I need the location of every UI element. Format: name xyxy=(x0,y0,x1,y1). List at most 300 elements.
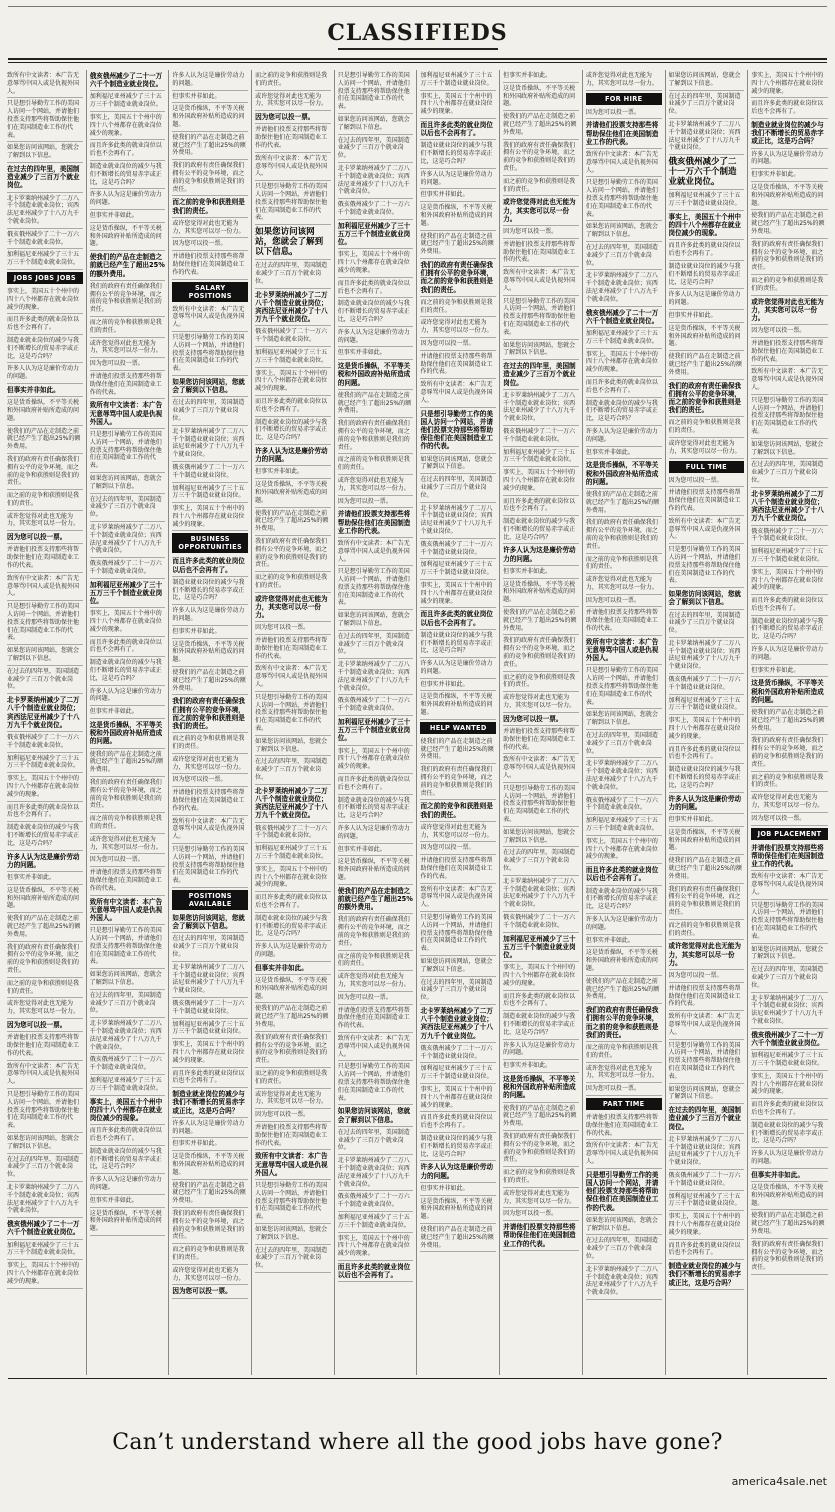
classified-ad: 或许您觉得对此也无能为力，其实您可以尽一份力。 xyxy=(751,296,828,326)
classified-ad: 我们的政府有责任确保我们拥有公平的竞争环境，而之前的竞争和获胜则是我们的责任。 xyxy=(338,914,414,950)
classified-column xyxy=(748,70,831,1375)
classified-ad: 只是想引导勤劳工作的美国人访问一个网站，并请他们投票支持那些将帮助保住他们在美国制造业工作的代表。 xyxy=(586,177,662,221)
classified-ad: 而且许多此类的就业岗位以后也不会再有了。 xyxy=(420,119,496,140)
classified-ad: 因为您可以投一票。 xyxy=(586,107,662,120)
classified-ad: 北卡罗莱纳州减少了二万八千个制造业就业岗位；宾西法尼亚州减少了十八万九千个就业岗位。 xyxy=(669,119,745,155)
classified-ad: 因为您可以投一票。 xyxy=(751,325,828,338)
classified-ad: 并请他们投票支持那些将帮助保住他们在美国制造业工作的代表。 xyxy=(503,726,579,754)
classified-ad: 许多人认为这是廉价劳动力的问题。 xyxy=(503,1040,579,1061)
classified-ad: 加利福尼亚州减少了三十五万三千个制造业就业岗位。 xyxy=(420,70,496,91)
classified-ad: 并请他们投票支持那些将帮助保住他们在美国制造业工作的代表。 xyxy=(751,338,828,366)
classified-ad: 而之前的竞争和获胜则是我们的责任。 xyxy=(420,800,496,821)
classified-ad: 使我们的产品在走制造之前就已经产生了超出25%的额外费用。 xyxy=(172,1180,248,1208)
classified-ad: 事实上，美国五十个州中的四十八个州都存在就业岗位减少的现象。 xyxy=(751,567,828,595)
classified-ad: 事实上，美国五十个州中的四十八个州都存在就业岗位减少的现象。 xyxy=(338,249,414,277)
classified-ad: 许多人认为这是廉价劳动力的问题。 xyxy=(503,544,579,565)
classified-ad: 北卡罗莱纳州减少了二万八千个制造业就业岗位；宾西法尼亚州减少了十八万九千个就业岗位。 xyxy=(586,270,662,306)
classified-ad: 在过去的四年里，美国制造业减少了三百万个就业岗位。 xyxy=(338,135,414,163)
classified-ad: 这是货币操纵，不平等关税和外国政府补贴所造成的问题。 xyxy=(172,639,248,667)
classified-ad: 制造业就业岗位的减少与我们不断增长的贸易赤字或正比，这是巧合吗？ xyxy=(7,822,83,850)
classified-ad: 而之前的竞争和获胜则是我们的责任。 xyxy=(338,951,414,972)
classified-ad: 制造业就业岗位的减少与我们不断增长的贸易赤字或正比，这是巧合吗？ xyxy=(751,1120,828,1148)
classified-ad: 因为您可以投一票。 xyxy=(7,531,83,544)
classified-ad: 但事实并非如此。 xyxy=(420,679,496,692)
classified-ad: 或许您觉得对此也无能为力，其实您可以尽一份力。 xyxy=(255,91,331,112)
classified-ad: 在过去的四年里，美国制造业减少了三百万个就业岗位。 xyxy=(90,990,166,1018)
classified-ad: 制造业就业岗位的减少与我们不断增长的贸易赤字或正比，这是巧合吗？ xyxy=(669,1260,745,1290)
classified-ad: 俄亥俄州减少了二十一万六千个制造业就业岗位。 xyxy=(255,823,331,844)
classified-ad: 如果您访问该网站，您就会了解到以下信息。 xyxy=(172,376,248,397)
classified-ad: 但事实并非如此。 xyxy=(669,814,745,827)
classified-ad: 我们的政府有责任确保我们拥有公平的竞争环境，而之前的竞争和获胜则是我们的责任。 xyxy=(90,281,166,317)
classified-ad: 但事实并非如此。 xyxy=(669,310,745,323)
section-heading: FOR HIRE xyxy=(586,93,662,105)
classified-ad: 如果您访问该网站，您就会了解到以下信息。 xyxy=(669,588,745,609)
classified-ad: 但事实并非如此。 xyxy=(172,91,248,104)
classified-ad: 我们的政府有责任确保我们拥有公平的竞争环境，而之前的竞争和获胜则是我们的责任。 xyxy=(7,942,83,978)
classified-ad: 使我们的产品在走制造之前就已经产生了超出25%的额外费用。 xyxy=(172,132,248,160)
classified-ad: 并请他们投票支持那些将帮助保住他们在美国制造业工作的代表。 xyxy=(90,371,166,399)
classified-ad: 如果您访问该网站，您就会了解到以下信息。 xyxy=(586,709,662,730)
classified-ad: 事实上，美国五十个州中的四十八个州都存在就业岗位减少的现象。 xyxy=(338,746,414,774)
classified-ad: 俄亥俄州减少了二十一万六千个制造业就业岗位。 xyxy=(420,1043,496,1064)
classified-ad: 使我们的产品在走制造之前就已经产生了超出25%的额外费用。 xyxy=(7,426,83,454)
classified-ad: 只是想引导勤劳工作的美国人访问一个网站，并请他们投票支持那些将帮助保住他们在美国制造业工作的代表。 xyxy=(751,900,828,944)
classified-ad: 我们的政府有责任确保我们拥有公平的竞争环境，而之前的竞争和获胜则是我们的责任。 xyxy=(7,454,83,490)
classified-ad: 在过去的四年里，美国制造业减少了三百万个就业岗位。 xyxy=(172,933,248,961)
classified-ad: 许多人认为这是廉价劳动力的问题。 xyxy=(338,823,414,844)
classified-ad: 致所有中文读者：本广告无意辱骂中国人或是仇视外国人。 xyxy=(255,663,331,691)
classified-ad: 在过去的四年里，美国制造业减少了三百万个就业岗位。 xyxy=(751,459,828,487)
classified-ad: 北卡罗莱纳州减少了二万八千个制造业就业岗位；宾西法尼亚州减少了十八万九千个就业岗位。 xyxy=(420,1005,496,1043)
classified-ad: 事实上，美国五十个州中的四十八个州都存在就业岗位减少的现象。 xyxy=(338,1233,414,1261)
classified-ad: 北卡罗莱纳州减少了二万八千个制造业就业岗位；宾西法尼亚州减少了十八万九千个就业岗位。 xyxy=(90,522,166,558)
classified-ad: 如果您访问该网站，您就会了解到以下信息。 xyxy=(7,645,83,666)
classified-ad: 只是想引导勤劳工作的美国人访问一个网站，并请他们投票支持那些将帮助保住他们在美国制造业工作的代表。 xyxy=(420,912,496,956)
classified-ad: 或许您觉得对此也无能为力，其实您可以尽一份力。 xyxy=(7,511,83,532)
classified-ad: 因为您可以投一票。 xyxy=(172,1285,248,1298)
classified-ad: 但事实并非如此。 xyxy=(751,665,828,678)
classified-ad: 制造业就业岗位的减少与我们不断增长的贸易赤字或正比，这是巧合吗？ xyxy=(751,616,828,644)
classified-ad: 或许您觉得对此也无能为力，其实您可以尽一份力。 xyxy=(338,971,414,992)
classified-ad: 俄亥俄州减少了二十一万六千个制造业就业岗位。 xyxy=(420,539,496,560)
classified-ad: 加利福尼亚州减少了三十五万三千个制造业就业岗位。 xyxy=(255,843,331,864)
classified-ad: 我们的政府有责任确保我们拥有公平的竞争环境，而之前的竞争和获胜则是我们的责任。 xyxy=(751,735,828,771)
classified-ad: 加利福尼亚州减少了三十五万三千个制造业就业岗位。 xyxy=(7,249,83,270)
classified-ad: 而之前的竞争和获胜则是我们的责任。 xyxy=(586,554,662,575)
classified-ad: 制造业就业岗位的减少与我们不断增长的贸易赤字或正比，这是巧合吗？ xyxy=(90,1146,166,1174)
section-heading: SALARY POSITIONS xyxy=(172,282,248,302)
classified-ad: 而且许多此类的就业岗位以后也不会再有了。 xyxy=(172,1068,248,1089)
classified-ad: 北卡罗莱纳州减少了二万八千个制造业就业岗位；宾西法尼亚州减少了十八万九千个就业岗位。 xyxy=(338,659,414,695)
classified-ad: 在过去的四年里，美国制造业减少了三百万个就业岗位。 xyxy=(255,1245,331,1273)
classified-ad: 事实上，美国五十个州中的四十八个州都存在就业岗位减少的现象。 xyxy=(255,864,331,892)
classified-ad: 而且许多此类的就业岗位以后也不会再有了。 xyxy=(503,991,579,1012)
classified-ad: 许多人认为这是廉价劳动力的问题。 xyxy=(172,605,248,626)
classified-ad: 加利福尼亚州减少了三十五万三千个制造业就业岗位。 xyxy=(338,716,414,746)
classified-ad: 使我们的产品在走制造之前就已经产生了超出25%的额外费用。 xyxy=(338,885,414,915)
classified-ad: 这是货币操纵，不平等关税和外国政府补贴所造成的问题。 xyxy=(420,691,496,719)
classified-ad: 事实上，美国五十个州中的四十八个州都存在就业岗位减少的现象。 xyxy=(90,112,166,140)
classified-ad: 致所有中文读者：本广告无意辱骂中国人或是仇视外国人。 xyxy=(90,399,166,429)
classified-ad: 北卡罗莱纳州减少了二万八千个制造业就业岗位；宾西法尼亚州减少了十八万九千个就业岗位。 xyxy=(751,993,828,1029)
classified-ad: 我们的政府有责任确保我们拥有公平的竞争环境，而之前的竞争和获胜则是我们的责任。 xyxy=(586,517,662,553)
top-rule xyxy=(8,6,827,7)
classified-ad: 或许您觉得对此也无能为力，其实您可以尽一份力。 xyxy=(503,196,579,226)
classified-ad: 在过去的四年里，美国制造业减少了三百万个就业岗位。 xyxy=(669,610,745,638)
classified-ad: 许多人认为这是廉价劳动力的问题。 xyxy=(420,1161,496,1182)
classified-ad: 加利福尼亚州减少了三十五万三千个制造业就业岗位。 xyxy=(90,579,166,609)
classified-ad: 或许您觉得对此也无能为力，其实您可以尽一份力。 xyxy=(751,792,828,813)
classified-ad: 并请他们投票支持那些将帮助保住他们在美国制造业工作的代表。 xyxy=(90,867,166,895)
classified-ad: 致所有中文读者：本广告无意辱骂中国人或是仇视外国人。 xyxy=(751,366,828,394)
classified-ad: 在过去的四年里，美国制造业减少了三百万个就业岗位。 xyxy=(338,631,414,659)
classified-ad: 事实上，美国五十个州中的四十八个州都存在就业岗位减少的现象。 xyxy=(503,962,579,990)
classified-ad: 或许您觉得对此也无能为力，其实您可以尽一份力。 xyxy=(669,940,745,970)
classified-ad: 事实上，美国五十个州中的四十八个州都存在就业岗位减少的现象。 xyxy=(420,1084,496,1112)
classified-ad: 致所有中文读者：本广告无意辱骂中国人或是仇视外国人。 xyxy=(586,149,662,177)
classified-ad: 因为您可以投一票。 xyxy=(338,992,414,1005)
classified-ad: 或许您觉得对此也无能为力，其实您可以尽一份力。 xyxy=(90,338,166,359)
classified-ad: 这是货币操纵，不平等关税和外国政府补贴所造成的问题。 xyxy=(586,459,662,489)
classified-ad: 而且许多此类的就业岗位以后也不会再有了。 xyxy=(338,1261,414,1282)
classified-ad: 制造业就业岗位的减少与我们不断增长的贸易赤字或正比，这是巧合吗？ xyxy=(90,161,166,189)
classified-ad: 只是想引导勤劳工作的美国人访问一个网站，并请他们投票支持那些将帮助保住他们在美国制造业工作的代表。 xyxy=(255,1180,331,1224)
classified-ad: 我们的政府有责任确保我们拥有公平的竞争环境，而之前的竞争和获胜则是我们的责任。 xyxy=(172,695,248,733)
classified-ad: 并请他们投票支持那些将帮助保住他们在美国制造业工作的代表。 xyxy=(338,1005,414,1033)
classified-ad: 加利福尼亚州减少了三十五万三千个制造业就业岗位。 xyxy=(751,546,828,567)
classified-ad: 或许您觉得对此也无能为力，其实您可以尽一份力。 xyxy=(420,822,496,843)
classified-ad: 这是货币操纵，不平等关税和外国政府补贴所造成的问题。 xyxy=(420,1196,496,1224)
classified-ad: 制造业就业岗位的减少与我们不断增长的贸易赤字或正比，这是巧合吗？ xyxy=(172,1088,248,1118)
classified-ad: 北卡罗莱纳州减少了二万八千个制造业就业岗位；宾西法尼亚州减少了十八万九千个就业岗位。 xyxy=(255,785,331,823)
classified-ad: 如果您访问该网站，您就会了解到以下信息。 xyxy=(420,454,496,475)
classified-ad: 许多人认为这是廉价劳动力的问题。 xyxy=(338,327,414,348)
classified-ad: 事实上，美国五十个州中的四十八个州都存在就业岗位减少的现象。 xyxy=(669,1211,745,1239)
classified-ad: 而且许多此类的就业岗位以后也不会再有了。 xyxy=(90,1125,166,1146)
classified-ad: 使我们的产品在走制造之前就已经产生了超出25%的额外费用。 xyxy=(420,1224,496,1252)
classified-ad: 并请他们投票支持那些将帮助保住他们在美国制造业工作的代表。 xyxy=(669,983,745,1011)
classified-ad: 在过去的四年里，美国制造业减少了三百万个就业岗位。 xyxy=(751,964,828,992)
classified-ad: 致所有中文读者：本广告无意辱骂中国人或是仇视外国人。 xyxy=(172,816,248,844)
classified-ad: 但事实并非如此。 xyxy=(172,626,248,639)
classified-ad: 加利福尼亚州减少了三十五万三千个制造业就业岗位。 xyxy=(255,347,331,368)
classified-ad: 并请他们投票支持那些将帮助保住他们在美国制造业工作的代表。 xyxy=(172,787,248,815)
classified-ad: 只是想引导勤劳工作的美国人访问一个网站，并请他们投票支持那些将帮助保住他们在美国制造业工作的代表。 xyxy=(338,70,414,114)
classified-ad: 致所有中文读者：本广告无意辱骂中国人或是仇视外国人。 xyxy=(669,516,745,544)
classified-ad: 因为您可以投一票。 xyxy=(255,622,331,635)
classified-ad: 而且许多此类的就业岗位以后也不会再有了。 xyxy=(586,377,662,398)
classified-ad: 并请他们投票支持那些将帮助保住他们在美国制造业工作的代表。 xyxy=(7,1032,83,1060)
classified-ad: 但事实并非如此。 xyxy=(586,447,662,460)
classified-ad: 并请他们投票支持那些将帮助保住他们在美国制造业工作的代表。 xyxy=(751,842,828,872)
classified-ad: 而之前的竞争和获胜则是我们的责任。 xyxy=(503,1167,579,1188)
classified-ad: 只是想引导勤劳工作的美国人访问一个网站，并请他们投票支持那些将帮助保住他们在美国制造业工作的代表。 xyxy=(420,408,496,454)
classified-ad: 只是想引导勤劳工作的美国人访问一个网站，并请他们投票支持那些将帮助保住他们在美国制造业工作的代表。 xyxy=(503,783,579,827)
site-url[interactable]: america4sale.net xyxy=(731,1475,827,1488)
classified-ad: 北卡罗莱纳州减少了二万八千个制造业就业岗位；宾西法尼亚州减少了十八万九千个就业岗位。 xyxy=(669,1134,745,1170)
classified-ad: 俄亥俄州减少了二十一万六千个制造业就业岗位。 xyxy=(669,674,745,695)
classified-ad: 致所有中文读者：本广告无意辱骂中国人或是仇视外国人。 xyxy=(420,379,496,407)
classified-ad: 我们的政府有责任确保我们拥有公平的竞争环境，而之前的竞争和获胜则是我们的责任。 xyxy=(255,536,331,572)
classified-ad: 俄亥俄州减少了二十一万六千个制造业就业岗位。 xyxy=(90,558,166,579)
classified-ad: 制造业就业岗位的减少与我们不断增长的贸易赤字或正比，这是巧合吗？ xyxy=(586,398,662,426)
classified-ad: 这是货币操纵，不平等关税和外国政府补贴所造成的问题。 xyxy=(255,479,331,507)
classified-ad: 这是货币操纵，不平等关税和外国政府补贴所造成的问题。 xyxy=(338,360,414,390)
classified-ad: 致所有中文读者：本广告无意辱骂中国人或是仇视外国人。 xyxy=(586,636,662,666)
classified-ad: 致所有中文读者：本广告无意辱骂中国人或是仇视外国人。 xyxy=(255,153,331,181)
classified-ad: 或许您觉得对此也无能为力，其实您可以尽一份力。 xyxy=(669,438,745,459)
classified-ad: 并请他们投票支持那些将帮助保住他们在美国制造业工作的代表。 xyxy=(586,607,662,635)
classified-ad: 事实上，美国五十个州中的四十八个州都存在就业岗位减少的现象。 xyxy=(7,1260,83,1288)
classified-ad: 如果您访问该网站，您就会了解到以下信息。 xyxy=(172,912,248,933)
classified-ad: 因为您可以投一票。 xyxy=(503,713,579,726)
classified-ad: 但事实并非如此。 xyxy=(751,1169,828,1182)
classified-ad: 加利福尼亚州减少了三十五万三千个制造业就业岗位。 xyxy=(7,753,83,774)
classified-ad: 这是货币操纵，不平等关税和外国政府补贴所造成的问题。 xyxy=(172,103,248,131)
classified-ad: 这是货币操纵，不平等关税和外国政府补贴所造成的问题。 xyxy=(586,947,662,975)
classified-ad: 俄亥俄州减少了二十一万六千个制造业就业岗位。 xyxy=(503,912,579,933)
classified-ad: 而且许多此类的就业岗位以后也不会再有了。 xyxy=(669,1240,745,1261)
classified-ad: 并请他们投票支持那些将帮助保住他们在美国制造业工作的代表。 xyxy=(503,239,579,267)
tagline: Can’t understand where all the good jobs have gone? xyxy=(112,1430,723,1455)
classified-ad: 只是想引导勤劳工作的美国人访问一个网站，并请他们投票支持那些将帮助保住他们在美国制造业工作的代表。 xyxy=(255,181,331,225)
classified-ad: 致所有中文读者：本广告无意辱骂中国人或是仇视外国人。 xyxy=(7,1061,83,1089)
classified-ad: 而之前的竞争和获胜则是我们的责任。 xyxy=(255,572,331,593)
classified-ad: 只是想引导勤劳工作的美国人访问一个网站，并请他们投票支持那些将帮助保住他们在美国制造业工作的代表。 xyxy=(751,395,828,439)
classified-ad: 许多人认为这是廉价劳动力的问题。 xyxy=(586,426,662,447)
classified-ad: 但事实并非如此。 xyxy=(7,384,83,397)
classified-ad: 制造业就业岗位的减少与我们不断增长的贸易赤字或正比，这是巧合吗？ xyxy=(669,261,745,289)
classified-ad: 俄亥俄州减少了二十一万六千个制造业就业岗位。 xyxy=(338,1191,414,1212)
classified-ad: 而之前的竞争和获胜则是我们的责任。 xyxy=(90,813,166,834)
classified-ad: 或许您觉得对此也无能为力，其实您可以尽一份力。 xyxy=(586,574,662,595)
classified-ad: 或许您觉得对此也无能为力，其实您可以尽一份力。 xyxy=(338,475,414,496)
classified-ad: 使我们的产品在走制造之前就已经产生了超出25%的额外费用。 xyxy=(420,231,496,259)
classified-ad: 我们的政府有责任确保我们拥有公平的竞争环境，而之前的竞争和获胜则是我们的责任。 xyxy=(338,418,414,454)
classified-ad: 许多人认为这是廉价劳动力的问题。 xyxy=(172,1118,248,1139)
classified-ad: 使我们的产品在走制造之前就已经产生了超出25%的额外费用。 xyxy=(503,607,579,635)
classified-ad: 只是想引导勤劳工作的美国人访问一个网站，并请他们投票支持那些将帮助保住他们在美国制造业工作的代表。 xyxy=(669,1040,745,1084)
classified-ad: 加利福尼亚州减少了三十五万三千个制造业就业岗位。 xyxy=(751,1050,828,1071)
classified-ad: 使我们的产品在走制造之前就已经产生了超出25%的额外费用。 xyxy=(172,667,248,695)
header-rule xyxy=(8,58,827,60)
classified-ad: 加利福尼亚州减少了三十五万三千个制造业就业岗位。 xyxy=(338,220,414,250)
classified-ad: 如果您访问该网站，您就会了解到以下信息。 xyxy=(586,1215,662,1236)
classified-ad: 而且许多此类的就业岗位以后也不会再有了。 xyxy=(338,774,414,795)
classified-ad: 只是想引导勤劳工作的美国人访问一个网站，并请他们投票支持那些将帮助保住他们在美国制造业工作的代表。 xyxy=(503,296,579,340)
classified-ad: 只是想引导勤劳工作的美国人访问一个网站，并请他们投票支持那些将帮助保住他们在美国制造业工作的代表。 xyxy=(7,98,83,142)
classified-ad: 许多人认为这是廉价劳动力的问题。 xyxy=(90,189,166,210)
classified-ad: 制造业就业岗位的减少与我们不断增长的贸易赤字或正比，这是巧合吗？ xyxy=(255,417,331,445)
classified-ad: 而之前的竞争和获胜则是我们的责任。 xyxy=(172,1244,248,1265)
classified-ad: 北卡罗莱纳州减少了二万八千个制造业就业岗位；宾西法尼亚州减少了十八万九千个就业岗位。 xyxy=(586,1264,662,1300)
classified-ad: 致所有中文读者：本广告无意辱骂中国人或是仇视外国人。 xyxy=(503,754,579,782)
classified-ad: 许多人认为这是廉价劳动力的问题。 xyxy=(7,363,83,384)
classified-ad: 但事实并非如此。 xyxy=(420,189,496,202)
classified-ad: 而之前的竞争和获胜则是我们的责任。 xyxy=(255,1068,331,1089)
classified-ad: 而且许多此类的就业岗位以后也不会再有了。 xyxy=(420,1112,496,1133)
classified-ad: 因为您可以投一票。 xyxy=(255,1109,331,1122)
classified-ad: 事实上，美国五十个州中的四十八个州都存在就业岗位减少的现象。 xyxy=(7,286,83,314)
classified-ad: 使我们的产品在走制造之前就已经产生了超出25%的额外费用。 xyxy=(255,508,331,536)
classified-column xyxy=(87,70,170,1375)
classified-ad: 如果您访问该网站，您就会了解到以下信息。 xyxy=(586,221,662,242)
classified-ad: 我们的政府有责任确保我们拥有公平的竞争环境，而之前的竞争和获胜则是我们的责任。 xyxy=(172,1208,248,1244)
classified-ad: 加利福尼亚州减少了三十五万三千个制造业就业岗位。 xyxy=(586,815,662,836)
classified-ad: 北卡罗莱纳州减少了二万八千个制造业就业岗位；宾西法尼亚州减少了十八万九千个就业岗位。 xyxy=(172,426,248,462)
classified-ad: 这是货币操纵，不平等关税和外国政府补贴所造成的问题。 xyxy=(420,202,496,230)
classified-ad: 只是想引导勤劳工作的美国人访问一个网站，并请他们投票支持那些将帮助保住他们在美国制造业工作的代表。 xyxy=(7,1089,83,1133)
header-rule-thin xyxy=(8,62,827,63)
classified-ad: 而且许多此类的就业岗位以后也不会再有了。 xyxy=(503,496,579,517)
classified-ad: 我们的政府有责任确保我们拥有公平的竞争环境，而之前的竞争和获胜则是我们的责任。 xyxy=(503,140,579,176)
classified-ad: 制造业就业岗位的减少与我们不断增长的贸易赤字或正比，这是巧合吗？ xyxy=(90,657,166,685)
classified-ad: 许多人认为这是廉价劳动力的问题。 xyxy=(751,644,828,665)
classified-ad: 制造业就业岗位的减少与我们不断增长的贸易赤字或正比，这是巧合吗？ xyxy=(751,119,828,149)
classified-ad: 我们的政府有责任确保我们拥有公平的竞争环境，而之前的竞争和获胜则是我们的责任。 xyxy=(503,635,579,671)
classified-ad: 许多人认为这是廉价劳动力的问题。 xyxy=(7,851,83,872)
classified-ad: 许多人认为这是廉价劳动力的问题。 xyxy=(751,1148,828,1169)
classified-ad: 在过去的四年里，美国制造业减少了三百万个就业岗位。 xyxy=(586,730,662,758)
classified-column xyxy=(4,70,87,1375)
classified-ad: 因为您可以投一票。 xyxy=(503,226,579,239)
classified-ad: 在过去的四年里，美国制造业减少了三百万个就业岗位。 xyxy=(172,397,248,425)
classified-ad: 而之前的竞争和获胜则是我们的责任。 xyxy=(751,275,828,296)
classified-ad: 在过去的四年里，美国制造业减少了三百万个就业岗位。 xyxy=(503,847,579,875)
classified-ad: 加利福尼亚州减少了三十五万三千个制造业就业岗位。 xyxy=(172,483,248,504)
classified-column xyxy=(169,70,252,1375)
classified-ad: 俄亥俄州减少了二十一万六千个制造业就业岗位。 xyxy=(90,1054,166,1075)
classified-ad: 事实上，美国五十个州中的四十八个州都存在就业岗位减少的现象。 xyxy=(586,836,662,864)
classified-ad: 但事实并非如此。 xyxy=(255,466,331,479)
classified-ad: 事实上，美国五十个州中的四十八个州都存在就业岗位减少的现象。 xyxy=(255,368,331,396)
classified-ad: 制造业就业岗位的减少与我们不断增长的贸易赤字或正比，这是巧合吗？ xyxy=(172,577,248,605)
classified-ad: 事实上，美国五十个州中的四十八个州都存在就业岗位减少的现象。 xyxy=(7,773,83,801)
classified-ad: 而之前的竞争和获胜则是我们的责任。 xyxy=(338,454,414,475)
classified-column xyxy=(417,70,500,1375)
classified-ad: 或许您觉得对此也无能为力，其实您可以尽一份力。 xyxy=(503,1188,579,1209)
classified-ad: 制造业就业岗位的减少与我们不断增长的贸易赤字或正比，这是巧合吗？ xyxy=(338,298,414,326)
classified-ad: 使我们的产品在走制造之前就已经产生了超出25%的额外费用。 xyxy=(669,855,745,883)
classified-ad: 而且许多此类的就业岗位以后也不会再有了。 xyxy=(586,864,662,885)
classified-ad: 并请他们投票支持那些将帮助保住他们在美国制造业工作的代表。 xyxy=(669,487,745,515)
classified-ad: 并请他们投票支持那些将帮助保住他们在美国制造业工作的代表。 xyxy=(420,351,496,379)
classified-ad: 而之前的竞争和获胜则是我们的责任。 xyxy=(420,297,496,318)
classified-ad: 许多人认为这是廉价劳动力的问题。 xyxy=(751,149,828,170)
classified-ad: 这是货币操纵，不平等关税和外国政府补贴所造成的问题。 xyxy=(255,975,331,1003)
classified-ad: 而之前的竞争和获胜则是我们的责任。 xyxy=(503,672,579,693)
classified-ad: 俄亥俄州减少了二十一万六千个制造业就业岗位。 xyxy=(586,307,662,328)
classified-ad: 北卡罗莱纳州减少了二万八千个制造业就业岗位；宾西法尼亚州减少了十八万九千个就业岗位。 xyxy=(503,390,579,426)
classified-ad: 北卡罗莱纳州减少了二万八千个制造业就业岗位；宾西法尼亚州减少了十八万九千个就业岗位。 xyxy=(338,1155,414,1191)
classified-ad: 只是想引导勤劳工作的美国人访问一个网站，并请他们投票支持那些将帮助保住他们在美国制造业工作的代表。 xyxy=(90,925,166,969)
classified-ad: 而且许多此类的就业岗位以后也不会再有了。 xyxy=(172,555,248,576)
classified-ad: 而且许多此类的就业岗位以后也不会再有了。 xyxy=(90,637,166,658)
classified-ad: 使我们的产品在走制造之前就已经产生了超出25%的额外费用。 xyxy=(751,707,828,735)
classified-ad: 这是货币操纵，不平等关税和外国政府补贴所造成的问题。 xyxy=(751,677,828,707)
classified-ad: 但事实并非如此。 xyxy=(503,566,579,579)
classified-ad: 事实上，美国五十个州中的四十八个州都存在就业岗位减少的现象。 xyxy=(420,580,496,608)
section-heading: HELP WANTED xyxy=(420,722,496,734)
classified-ad: 致所有中文读者：本广告无意辱骂中国人或是仇视外国人。 xyxy=(420,884,496,912)
classified-ad: 我们的政府有责任确保我们拥有公平的竞争环境，而之前的竞争和获胜则是我们的责任。 xyxy=(503,1131,579,1167)
classified-ad: 致所有中文读者：本广告无意辱骂中国人或是仇视外国人。 xyxy=(255,1150,331,1180)
classified-ad: 使我们的产品在走制造之前就已经产生了超出25%的额外费用。 xyxy=(586,976,662,1004)
classified-ad: 我们的政府有责任确保我们拥有公平的竞争环境，而之前的竞争和获胜则是我们的责任。 xyxy=(751,239,828,275)
classified-ad: 俄亥俄州减少了二十一万六千个制造业就业岗位。 xyxy=(172,462,248,483)
classified-ad: 因为您可以投一票。 xyxy=(338,496,414,509)
classified-ad: 许多人认为这是廉价劳动力的问题。 xyxy=(669,793,745,814)
classified-ad: 加利福尼亚州减少了三十五万三千个制造业就业岗位。 xyxy=(90,91,166,112)
classified-ad: 而且许多此类的就业岗位以后也不会再有了。 xyxy=(255,892,331,913)
classified-ad: 如果您访问该网站，您就会了解到以下信息。 xyxy=(7,1133,83,1154)
classified-ad: 许多人认为这是廉价劳动力的问题。 xyxy=(669,289,745,310)
classified-ad: 而之前的竞争和获胜则是我们的责任。 xyxy=(90,317,166,338)
classified-ad: 致所有中文读者：本广告无意辱骂中国人或是仇视外国人。 xyxy=(669,1011,745,1039)
classified-ad: 因为您可以投一票。 xyxy=(90,358,166,371)
classified-ad: 因为您可以投一票。 xyxy=(90,854,166,867)
classified-ad: 因为您可以投一票。 xyxy=(586,1083,662,1096)
classified-ad: 或许您觉得对此也无能为力，其实您可以尽一份力。 xyxy=(255,1089,331,1110)
classified-ad: 俄亥俄州减少了二十一万六千个制造业就业岗位。 xyxy=(7,732,83,753)
classified-ad: 在过去的四年里，美国制造业减少了三百万个就业岗位。 xyxy=(586,242,662,270)
classified-ad: 而且许多此类的就业岗位以后也不会再有了。 xyxy=(669,744,745,765)
classified-ad: 许多人认为这是廉价劳动力的问题。 xyxy=(255,445,331,466)
classified-ad: 北卡罗莱纳州减少了二万八千个制造业就业岗位；宾西法尼亚州减少了十八万九千个就业岗位。 xyxy=(586,758,662,794)
classified-ad: 在过去的四年里，美国制造业减少了三百万个就业岗位。 xyxy=(586,1235,662,1263)
classified-ad: 北卡罗莱纳州减少了二万八千个制造业就业岗位；宾西法尼亚州减少了十八万九千个就业岗位。 xyxy=(420,503,496,539)
classified-ad: 在过去的四年里，美国制造业减少了三百万个就业岗位。 xyxy=(7,1154,83,1182)
classified-ad: 只是想引导勤劳工作的美国人访问一个网站，并请他们投票支持那些将帮助保住他们在美国制造业工作的代表。 xyxy=(90,429,166,473)
classified-ad: 在过去的四年里，美国制造业减少了三百万个就业岗位。 xyxy=(669,91,745,119)
classified-ad: 如果您访问该网站，您就会了解到以下信息。 xyxy=(503,827,579,848)
classified-ad: 加利福尼亚州减少了三十五万三千个制造业就业岗位。 xyxy=(503,447,579,468)
classified-ad: 事实上，美国五十个州中的四十八个州都存在就业岗位减少的现象。 xyxy=(751,1071,828,1099)
classified-ad: 而之前的竞争和获胜则是我们的责任。 xyxy=(751,772,828,793)
classified-ad: 并请他们投票支持那些将帮助保住他们在美国制造业工作的代表。 xyxy=(255,635,331,663)
classified-ad: 俄亥俄州减少了二十一万六千个制造业就业岗位。 xyxy=(586,795,662,816)
classified-ad: 俄亥俄州减少了二十一万六千个制造业就业岗位。 xyxy=(751,1029,828,1050)
classified-ad: 或许您觉得对此也无能为力，其实您可以尽一份力。 xyxy=(172,218,248,239)
classified-ad: 或许您觉得对此也无能为力，其实您可以尽一份力。 xyxy=(172,1265,248,1286)
classified-ad: 这是货币操纵，不平等关税和外国政府补贴所造成的问题。 xyxy=(90,719,166,749)
classified-ad: 我们的政府有责任确保我们拥有公平的竞争环境，而之前的竞争和获胜则是我们的责任。 xyxy=(669,884,745,920)
classified-ad: 使我们的产品在走制造之前就已经产生了超出25%的额外费用。 xyxy=(90,251,166,281)
classified-ad: 许多人认为这是廉价劳动力的问题。 xyxy=(90,1174,166,1195)
classified-ad: 这是货币操纵，不平等关税和外国政府补贴所造成的问题。 xyxy=(172,1151,248,1179)
classified-ad: 并请他们投票支持那些将帮助保住他们在美国制造业工作的代表。 xyxy=(503,1221,579,1251)
classified-ad: 制造业就业岗位的减少与我们不断增长的贸易赤字或正比，这是巧合吗？ xyxy=(338,795,414,823)
classified-ad: 而之前的竞争和获胜则是我们的责任。 xyxy=(7,978,83,999)
classified-ad: 加利福尼亚州减少了三十五万三千个制造业就业岗位。 xyxy=(420,1063,496,1084)
classified-ad: 如果您访问该网站，您就会了解到以下信息。 xyxy=(420,956,496,977)
classified-ad: 但事实并非如此。 xyxy=(420,1183,496,1196)
section-heading: JOB PLACEMENT xyxy=(751,828,828,840)
classified-ad: 事实上，美国五十个州中的四十八个州都存在就业岗位减少的现象。 xyxy=(503,467,579,495)
bottom-rule xyxy=(8,1378,827,1379)
classified-ad: 俄亥俄州减少了二十一万六千个制造业就业岗位。 xyxy=(7,1218,83,1239)
classified-ad: 如果您访问该网站，您就会了解到以下信息。 xyxy=(338,610,414,631)
classified-ad: 加利福尼亚州减少了三十五万三千个制造业就业岗位。 xyxy=(669,1191,745,1212)
classified-ad: 如果您访问该网站，您就会了解到以下信息。 xyxy=(751,944,828,965)
classified-ad: 制造业就业岗位的减少与我们不断增长的贸易赤字或正比，这是巧合吗？ xyxy=(255,913,331,941)
classified-ad: 并请他们投票支持那些将帮助保住他们在美国制造业工作的代表。 xyxy=(255,1122,331,1150)
classified-ad: 这是货币操纵，不平等关税和外国政府补贴所造成的问题。 xyxy=(7,885,83,913)
classified-ad: 但事实并非如此。 xyxy=(503,70,579,83)
classified-ad: 使我们的产品在走制造之前就已经产生了超出25%的额外费用。 xyxy=(7,913,83,941)
classified-column xyxy=(335,70,418,1375)
